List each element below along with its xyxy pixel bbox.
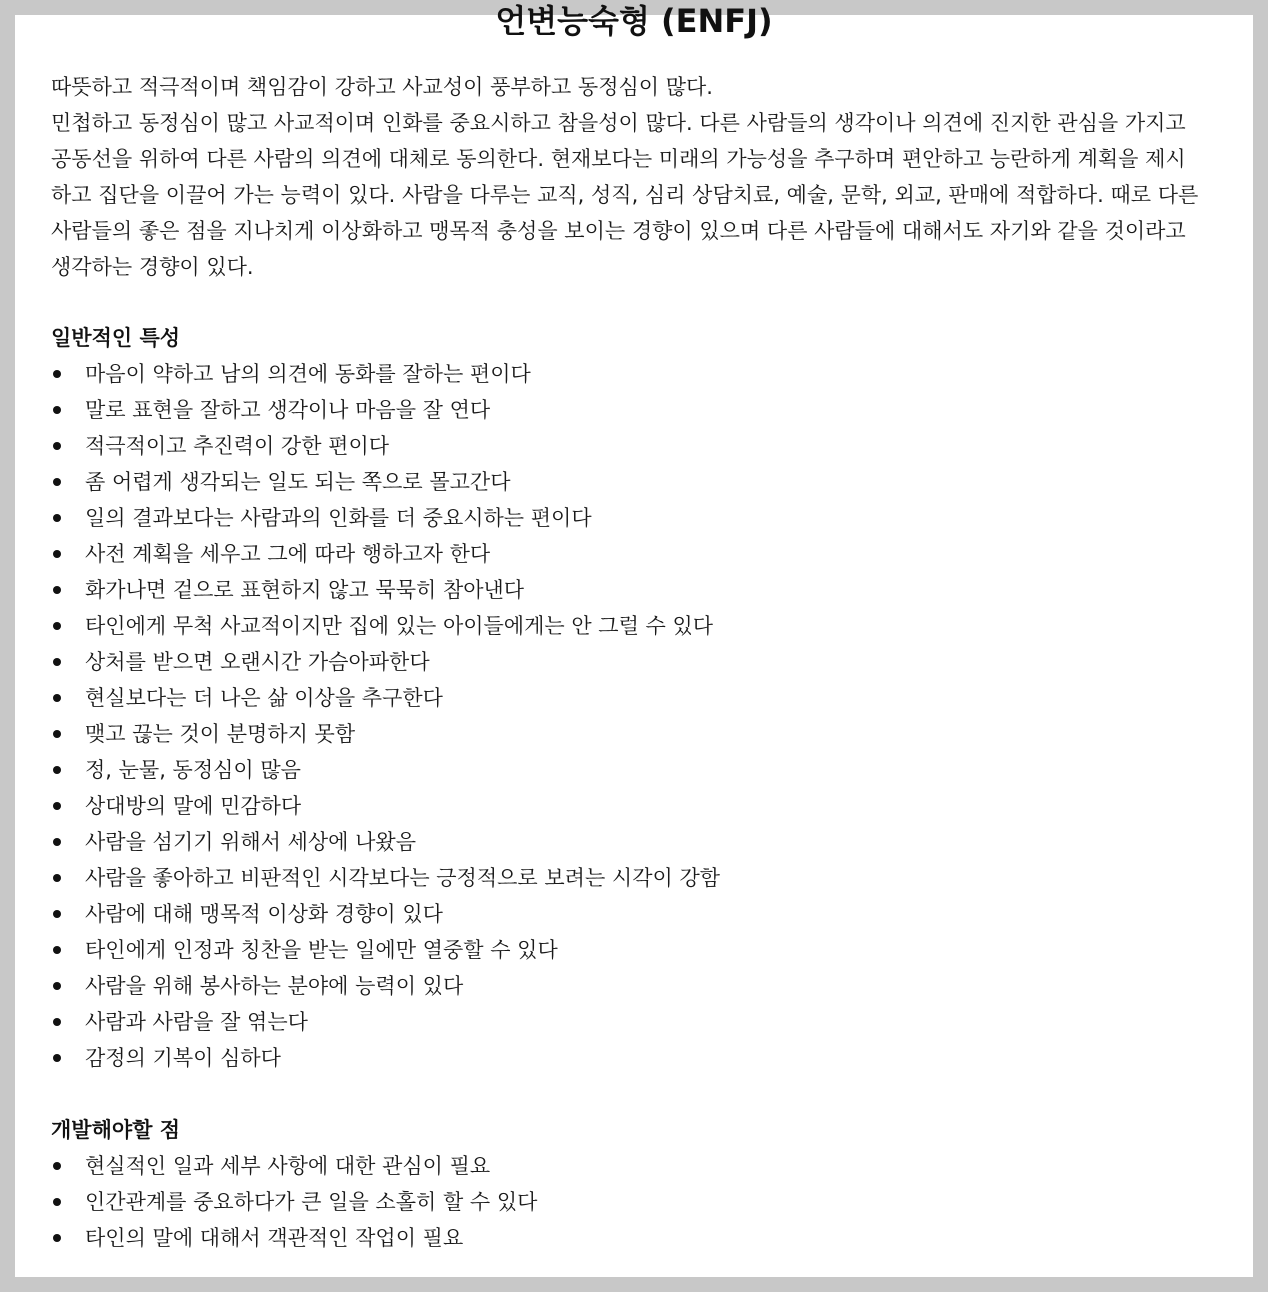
bullet-icon <box>53 1234 61 1242</box>
list-item <box>51 968 1201 1004</box>
list-item <box>51 608 1201 644</box>
list-item <box>51 716 1201 752</box>
list-item-text: 적극적이고 추진력이 강한 편이다 <box>85 434 390 458</box>
list-item <box>51 644 1201 680</box>
bullet-icon <box>53 1162 61 1170</box>
list-item <box>51 1184 1201 1220</box>
bullet-icon <box>53 1054 61 1062</box>
list-item <box>51 1004 1201 1040</box>
intro-paragraph: 민첩하고 동정심이 많고 사교적이며 인화를 중요시하고 참을성이 많다. 다른 사람들의 생각이나 의견에 진지한 관심을 가지고 공동선을 위하여 다른 사람의 의견에 대체로 동의한다. 현재보다는 미래의 가능성을 추구하며 편안하고 능란하게 계획을 제시하고 집단을 이끌어 가는 능력이 있다. 사람을 다루는 교직, 성직, 심리 상담치료, 예술, 문학, 외교, 판매에 적합하다. 때로 다른 사람들의 좋은 점을 지나치게 이상화하고 맹목적 충성을 보이는 경향이 있으며 다른 사람들에 대해서도 자기와 같을 것이라고 생각하는 경향이 있다. <box>51 111 1199 279</box>
list-item-text: 사람에 대해 맹목적 이상화 경향이 있다 <box>85 902 443 926</box>
list-item-text: 마음이 약하고 남의 의견에 동화를 잘하는 편이다 <box>85 362 531 386</box>
list-item <box>51 1220 1201 1256</box>
list-item-text: 말로 표현을 잘하고 생각이나 마음을 잘 연다 <box>85 398 491 422</box>
list-item-text: 좀 어렵게 생각되는 일도 되는 쪽으로 몰고간다 <box>85 470 511 494</box>
list-item-text: 감정의 기복이 심하다 <box>85 1046 281 1070</box>
bullet-icon <box>53 370 61 378</box>
list-item-text: 정, 눈물, 동정심이 많음 <box>85 758 301 782</box>
bullet-icon <box>53 622 61 630</box>
general-traits-section <box>51 320 1201 1076</box>
list-item-text: 사람과 사람을 잘 엮는다 <box>85 1010 308 1034</box>
list-item-text: 사람을 좋아하고 비판적인 시각보다는 긍정적으로 보려는 시각이 강함 <box>85 866 721 890</box>
list-item-text: 타인에게 무척 사교적이지만 집에 있는 아이들에게는 안 그럴 수 있다 <box>85 614 714 638</box>
bullet-icon <box>53 406 61 414</box>
general-traits-heading: 일반적인 특성 <box>51 326 181 350</box>
list-item <box>51 428 1201 464</box>
list-item <box>51 752 1201 788</box>
list-item <box>51 896 1201 932</box>
bullet-icon <box>53 658 61 666</box>
list-item-text: 사전 계획을 세우고 그에 따라 행하고자 한다 <box>85 542 491 566</box>
bullet-icon <box>53 946 61 954</box>
bullet-icon <box>53 982 61 990</box>
intro-text <box>51 69 1201 285</box>
bullet-icon <box>53 478 61 486</box>
list-item-text: 화가나면 겉으로 표현하지 않고 묵묵히 참아낸다 <box>85 578 525 602</box>
list-item <box>51 824 1201 860</box>
development-points-heading: 개발해야할 점 <box>51 1118 181 1142</box>
list-item-text: 타인의 말에 대해서 객관적인 작업이 필요 <box>85 1226 464 1250</box>
bullet-icon <box>53 802 61 810</box>
bullet-icon <box>53 514 61 522</box>
development-points-list <box>51 1148 1201 1256</box>
list-item <box>51 500 1201 536</box>
list-item-text: 현실보다는 더 나은 삶 이상을 추구한다 <box>85 686 443 710</box>
list-item <box>51 356 1201 392</box>
development-points-section <box>51 1112 1201 1256</box>
list-item <box>51 932 1201 968</box>
list-item <box>51 1040 1201 1076</box>
page-title: 언변능숙형 (ENFJ) <box>495 2 773 40</box>
list-item-text: 사람을 위해 봉사하는 분야에 능력이 있다 <box>85 974 464 998</box>
bullet-icon <box>53 874 61 882</box>
bullet-icon <box>53 730 61 738</box>
list-item <box>51 1148 1201 1184</box>
bullet-icon <box>53 910 61 918</box>
bullet-icon <box>53 1198 61 1206</box>
list-item <box>51 860 1201 896</box>
list-item-text: 인간관계를 중요하다가 큰 일을 소홀히 할 수 있다 <box>85 1190 538 1214</box>
list-item <box>51 536 1201 572</box>
document-page <box>15 2 1253 1277</box>
bullet-icon <box>53 550 61 558</box>
list-item <box>51 464 1201 500</box>
bullet-icon <box>53 694 61 702</box>
list-item-text: 맺고 끊는 것이 분명하지 못함 <box>85 722 356 746</box>
list-item-text: 일의 결과보다는 사람과의 인화를 더 중요시하는 편이다 <box>85 506 592 530</box>
bullet-icon <box>53 766 61 774</box>
general-traits-list <box>51 356 1201 1076</box>
list-item <box>51 572 1201 608</box>
list-item <box>51 788 1201 824</box>
bullet-icon <box>53 838 61 846</box>
list-item <box>51 392 1201 428</box>
list-item-text: 상처를 받으면 오랜시간 가슴아파한다 <box>85 650 430 674</box>
bullet-icon <box>53 586 61 594</box>
list-item-text: 사람을 섬기기 위해서 세상에 나왔음 <box>85 830 416 854</box>
list-item <box>51 680 1201 716</box>
list-item-text: 상대방의 말에 민감하다 <box>85 794 302 818</box>
list-item-text: 현실적인 일과 세부 사항에 대한 관심이 필요 <box>85 1154 491 1178</box>
bullet-icon <box>53 1018 61 1026</box>
intro-summary: 따뜻하고 적극적이며 책임감이 강하고 사교성이 풍부하고 동정심이 많다. <box>51 75 713 99</box>
list-item-text: 타인에게 인정과 칭찬을 받는 일에만 열중할 수 있다 <box>85 938 558 962</box>
bullet-icon <box>53 442 61 450</box>
